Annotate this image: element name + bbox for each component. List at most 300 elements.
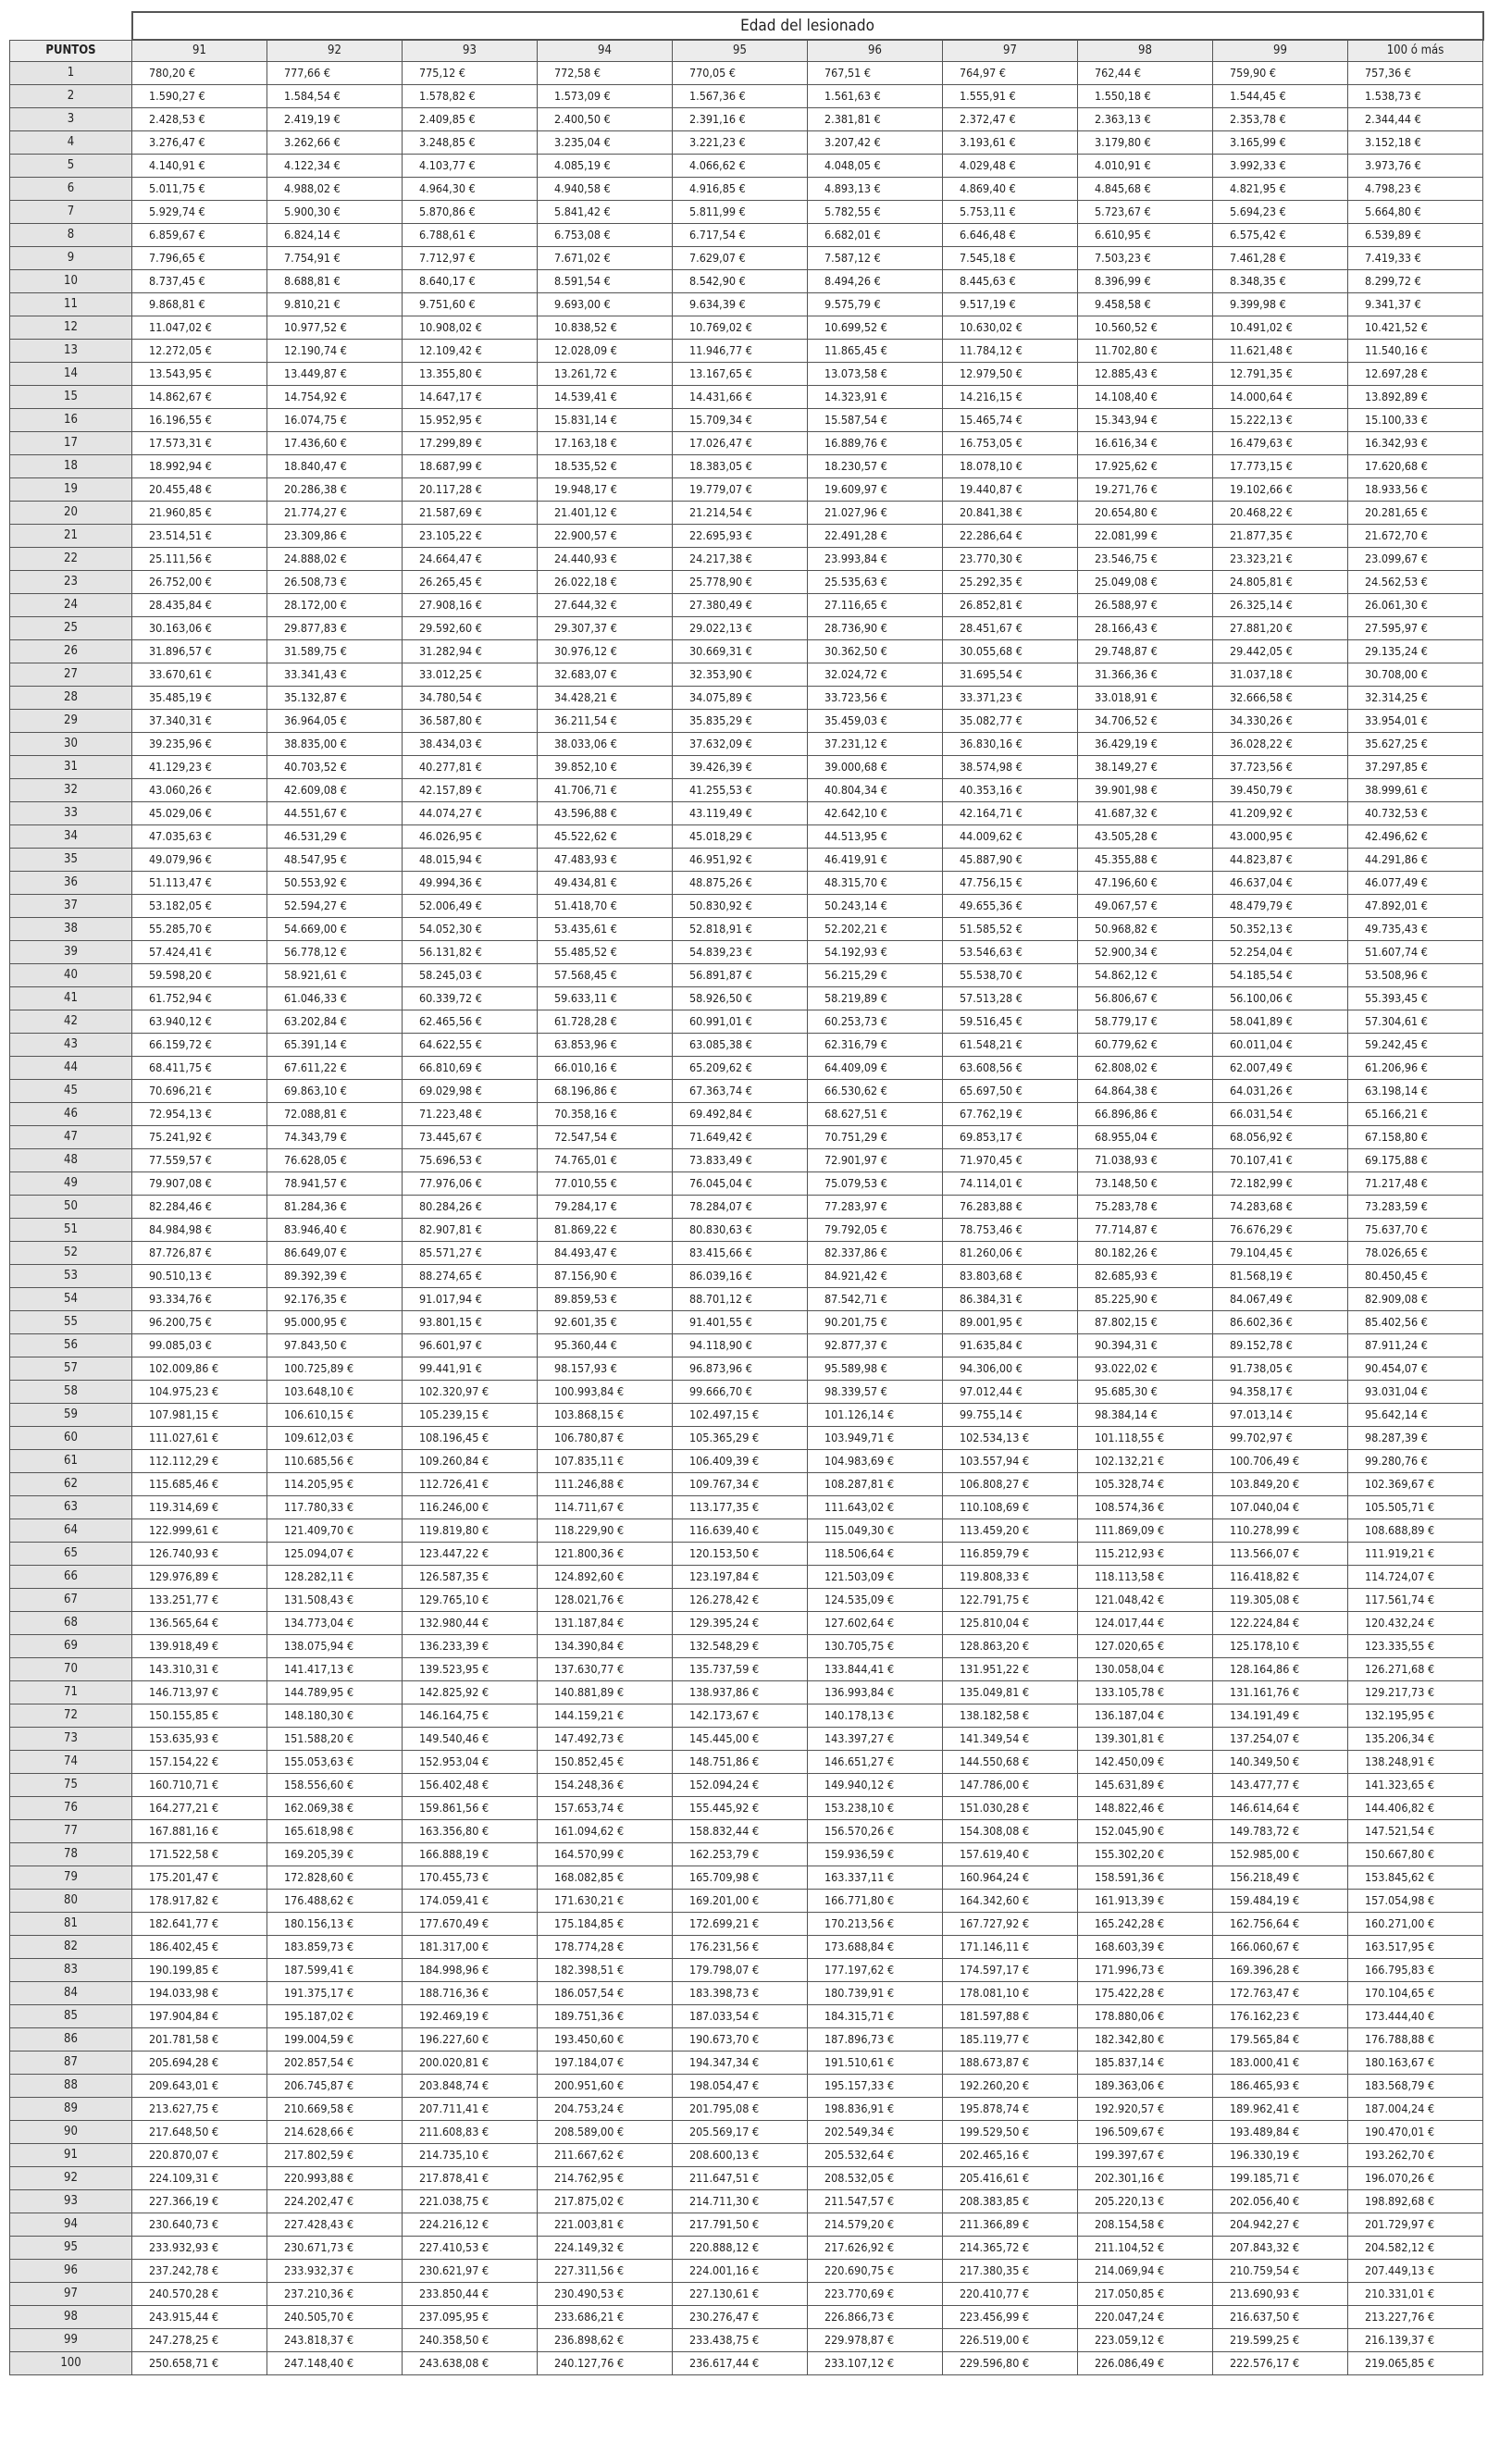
amount-cell: 62.465,56 € [403, 1010, 538, 1034]
amount-cell: 167.727,92 € [943, 1913, 1078, 1936]
amount-cell: 73.148,50 € [1078, 1172, 1213, 1196]
amount-cell: 83.946,40 € [267, 1219, 403, 1242]
amount-cell: 82.907,81 € [403, 1219, 538, 1242]
amount-cell: 134.191,49 € [1213, 1704, 1348, 1728]
points-cell: 85 [10, 2005, 132, 2028]
table-row [10, 340, 1483, 363]
amount-cell: 90.510,13 € [132, 1265, 267, 1288]
amount-cell: 65.209,62 € [673, 1057, 808, 1080]
amount-cell: 135.737,59 € [673, 1658, 808, 1681]
amount-cell: 152.953,04 € [403, 1751, 538, 1774]
amount-cell: 240.505,70 € [267, 2306, 403, 2329]
amount-cell: 128.863,20 € [943, 1635, 1078, 1658]
amount-cell: 36.830,16 € [943, 733, 1078, 756]
amount-cell: 67.158,80 € [1348, 1126, 1483, 1149]
amount-cell: 70.358,16 € [538, 1103, 673, 1126]
amount-cell: 41.255,53 € [673, 779, 808, 802]
amount-cell: 131.161,76 € [1213, 1681, 1348, 1704]
table-row [10, 1288, 1483, 1311]
amount-cell: 193.489,84 € [1213, 2121, 1348, 2144]
amount-cell: 51.418,70 € [538, 895, 673, 918]
amount-cell: 136.565,64 € [132, 1612, 267, 1635]
amount-cell: 203.848,74 € [403, 2075, 538, 2098]
amount-cell: 120.153,50 € [673, 1543, 808, 1566]
amount-cell: 182.641,77 € [132, 1913, 267, 1936]
amount-cell: 41.706,71 € [538, 779, 673, 802]
amount-cell: 66.159,72 € [132, 1034, 267, 1057]
amount-cell: 26.265,45 € [403, 571, 538, 594]
amount-cell: 106.409,39 € [673, 1450, 808, 1473]
amount-cell: 12.885,43 € [1078, 363, 1213, 386]
amount-cell: 202.857,54 € [267, 2052, 403, 2075]
amount-cell: 201.729,97 € [1348, 2213, 1483, 2237]
amount-cell: 143.310,31 € [132, 1658, 267, 1681]
table-row [10, 1334, 1483, 1357]
amount-cell: 54.192,93 € [808, 941, 943, 964]
amount-cell: 59.516,45 € [943, 1010, 1078, 1034]
amount-cell: 85.225,90 € [1078, 1288, 1213, 1311]
amount-cell: 73.445,67 € [403, 1126, 538, 1149]
amount-cell: 102.132,21 € [1078, 1450, 1213, 1473]
amount-cell: 6.717,54 € [673, 224, 808, 247]
amount-cell: 229.596,80 € [943, 2352, 1078, 2375]
amount-cell: 92.176,35 € [267, 1288, 403, 1311]
amount-cell: 64.622,55 € [403, 1034, 538, 1057]
amount-cell: 123.335,55 € [1348, 1635, 1483, 1658]
amount-cell: 205.416,61 € [943, 2167, 1078, 2190]
amount-cell: 97.843,50 € [267, 1334, 403, 1357]
amount-cell: 54.669,00 € [267, 918, 403, 941]
amount-cell: 87.911,24 € [1348, 1334, 1483, 1357]
amount-cell: 20.117,28 € [403, 478, 538, 502]
amount-cell: 204.582,12 € [1348, 2237, 1483, 2260]
amount-cell: 237.242,78 € [132, 2260, 267, 2283]
amount-cell: 32.314,25 € [1348, 687, 1483, 710]
points-cell: 98 [10, 2306, 132, 2329]
amount-cell: 56.100,06 € [1213, 987, 1348, 1010]
amount-cell: 75.283,78 € [1078, 1196, 1213, 1219]
table-row [10, 1519, 1483, 1543]
amount-cell: 207.843,32 € [1213, 2237, 1348, 2260]
amount-cell: 158.591,36 € [1078, 1866, 1213, 1890]
amount-cell: 185.837,14 € [1078, 2052, 1213, 2075]
amount-cell: 20.455,48 € [132, 478, 267, 502]
amount-cell: 10.560,52 € [1078, 316, 1213, 340]
amount-cell: 3.973,76 € [1348, 155, 1483, 178]
amount-cell: 197.184,07 € [538, 2052, 673, 2075]
amount-cell: 211.104,52 € [1078, 2237, 1213, 2260]
amount-cell: 110.685,56 € [267, 1450, 403, 1473]
amount-cell: 74.765,01 € [538, 1149, 673, 1172]
amount-cell: 81.869,22 € [538, 1219, 673, 1242]
amount-cell: 10.977,52 € [267, 316, 403, 340]
amount-cell: 57.424,41 € [132, 941, 267, 964]
amount-cell: 126.740,93 € [132, 1543, 267, 1566]
amount-cell: 131.951,22 € [943, 1658, 1078, 1681]
amount-cell: 137.254,07 € [1213, 1728, 1348, 1751]
amount-cell: 111.869,09 € [1078, 1519, 1213, 1543]
amount-cell: 176.488,62 € [267, 1890, 403, 1913]
amount-cell: 26.508,73 € [267, 571, 403, 594]
table-row [10, 1219, 1483, 1242]
amount-cell: 47.196,60 € [1078, 872, 1213, 895]
amount-cell: 3.207,42 € [808, 131, 943, 155]
amount-cell: 24.440,93 € [538, 548, 673, 571]
amount-cell: 124.017,44 € [1078, 1612, 1213, 1635]
amount-cell: 95.589,98 € [808, 1357, 943, 1381]
amount-cell: 103.949,71 € [808, 1427, 943, 1450]
amount-cell: 28.736,90 € [808, 617, 943, 640]
amount-cell: 182.398,51 € [538, 1959, 673, 1982]
amount-cell: 56.131,82 € [403, 941, 538, 964]
amount-cell: 17.773,15 € [1213, 455, 1348, 478]
amount-cell: 40.732,53 € [1348, 802, 1483, 825]
points-cell: 18 [10, 455, 132, 478]
amount-cell: 221.038,75 € [403, 2190, 538, 2213]
amount-cell: 240.570,28 € [132, 2283, 267, 2306]
amount-cell: 3.179,80 € [1078, 131, 1213, 155]
points-cell: 20 [10, 502, 132, 525]
amount-cell: 196.070,26 € [1348, 2167, 1483, 2190]
table-row [10, 1057, 1483, 1080]
amount-cell: 79.284,17 € [538, 1196, 673, 1219]
amount-cell: 217.875,02 € [538, 2190, 673, 2213]
amount-cell: 42.642,10 € [808, 802, 943, 825]
amount-cell: 10.491,02 € [1213, 316, 1348, 340]
amount-cell: 5.811,99 € [673, 201, 808, 224]
amount-cell: 157.653,74 € [538, 1797, 673, 1820]
amount-cell: 164.277,21 € [132, 1797, 267, 1820]
amount-cell: 99.666,70 € [673, 1381, 808, 1404]
amount-cell: 39.426,39 € [673, 756, 808, 779]
amount-cell: 72.182,99 € [1213, 1172, 1348, 1196]
amount-cell: 17.436,60 € [267, 432, 403, 455]
table-row [10, 478, 1483, 502]
amount-cell: 147.492,73 € [538, 1728, 673, 1751]
amount-cell: 172.699,21 € [673, 1913, 808, 1936]
amount-cell: 5.900,30 € [267, 201, 403, 224]
amount-cell: 61.206,96 € [1348, 1057, 1483, 1080]
amount-cell: 7.629,07 € [673, 247, 808, 270]
amount-cell: 6.682,01 € [808, 224, 943, 247]
amount-cell: 2.391,16 € [673, 108, 808, 131]
amount-cell: 36.964,05 € [267, 710, 403, 733]
amount-cell: 21.214,54 € [673, 502, 808, 525]
amount-cell: 157.054,98 € [1348, 1890, 1483, 1913]
amount-cell: 7.503,23 € [1078, 247, 1213, 270]
amount-cell: 96.873,96 € [673, 1357, 808, 1381]
amount-cell: 17.573,31 € [132, 432, 267, 455]
amount-cell: 169.201,00 € [673, 1890, 808, 1913]
amount-cell: 4.085,19 € [538, 155, 673, 178]
amount-cell: 15.831,14 € [538, 409, 673, 432]
amount-cell: 19.271,76 € [1078, 478, 1213, 502]
amount-cell: 59.598,20 € [132, 964, 267, 987]
amount-cell: 9.868,81 € [132, 293, 267, 316]
amount-cell: 243.638,08 € [403, 2352, 538, 2375]
amount-cell: 3.221,23 € [673, 131, 808, 155]
table-row [10, 1357, 1483, 1381]
amount-cell: 43.060,26 € [132, 779, 267, 802]
table-row [10, 1080, 1483, 1103]
points-cell: 8 [10, 224, 132, 247]
amount-cell: 34.330,26 € [1213, 710, 1348, 733]
amount-cell: 14.539,41 € [538, 386, 673, 409]
amount-cell: 23.309,86 € [267, 525, 403, 548]
amount-cell: 16.074,75 € [267, 409, 403, 432]
points-cell: 9 [10, 247, 132, 270]
amount-cell: 45.018,29 € [673, 825, 808, 849]
amount-cell: 243.818,37 € [267, 2329, 403, 2352]
amount-cell: 115.212,93 € [1078, 1543, 1213, 1566]
points-cell: 37 [10, 895, 132, 918]
amount-cell: 53.546,63 € [943, 941, 1078, 964]
table-row [10, 1774, 1483, 1797]
amount-cell: 68.955,04 € [1078, 1126, 1213, 1149]
amount-cell: 4.893,13 € [808, 178, 943, 201]
amount-cell: 173.688,84 € [808, 1936, 943, 1959]
amount-cell: 121.048,42 € [1078, 1589, 1213, 1612]
amount-cell: 132.548,29 € [673, 1635, 808, 1658]
points-cell: 46 [10, 1103, 132, 1126]
amount-cell: 75.637,70 € [1348, 1219, 1483, 1242]
amount-cell: 22.286,64 € [943, 525, 1078, 548]
points-cell: 47 [10, 1126, 132, 1149]
amount-cell: 757,36 € [1348, 62, 1483, 85]
amount-cell: 193.450,60 € [538, 2028, 673, 2052]
amount-cell: 211.667,62 € [538, 2144, 673, 2167]
amount-cell: 198.836,91 € [808, 2098, 943, 2121]
amount-cell: 37.723,56 € [1213, 756, 1348, 779]
amount-cell: 193.262,70 € [1348, 2144, 1483, 2167]
amount-cell: 9.634,39 € [673, 293, 808, 316]
amount-cell: 49.994,36 € [403, 872, 538, 895]
amount-cell: 23.099,67 € [1348, 548, 1483, 571]
amount-cell: 21.027,96 € [808, 502, 943, 525]
amount-cell: 77.976,06 € [403, 1172, 538, 1196]
amount-cell: 141.323,65 € [1348, 1774, 1483, 1797]
amount-cell: 99.702,97 € [1213, 1427, 1348, 1450]
amount-cell: 47.892,01 € [1348, 895, 1483, 918]
amount-cell: 217.878,41 € [403, 2167, 538, 2190]
table-row [10, 2306, 1483, 2329]
amount-cell: 29.877,83 € [267, 617, 403, 640]
points-cell: 66 [10, 1566, 132, 1589]
amount-cell: 21.401,12 € [538, 502, 673, 525]
amount-cell: 198.054,47 € [673, 2075, 808, 2098]
amount-cell: 55.538,70 € [943, 964, 1078, 987]
amount-cell: 49.067,57 € [1078, 895, 1213, 918]
table-row [10, 1843, 1483, 1866]
age-column-header: 100 ó más [1348, 40, 1483, 62]
amount-cell: 6.539,89 € [1348, 224, 1483, 247]
points-cell: 36 [10, 872, 132, 895]
amount-cell: 220.047,24 € [1078, 2306, 1213, 2329]
amount-cell: 17.026,47 € [673, 432, 808, 455]
amount-cell: 195.878,74 € [943, 2098, 1078, 2121]
amount-cell: 133.844,41 € [808, 1658, 943, 1681]
amount-cell: 55.485,52 € [538, 941, 673, 964]
amount-cell: 170.213,56 € [808, 1913, 943, 1936]
table-row [10, 2213, 1483, 2237]
amount-cell: 44.074,27 € [403, 802, 538, 825]
amount-cell: 154.248,36 € [538, 1774, 673, 1797]
table-row [10, 1728, 1483, 1751]
amount-cell: 199.185,71 € [1213, 2167, 1348, 2190]
amount-cell: 161.094,62 € [538, 1820, 673, 1843]
amount-cell: 138.075,94 € [267, 1635, 403, 1658]
amount-cell: 58.219,89 € [808, 987, 943, 1010]
amount-cell: 1.567,36 € [673, 85, 808, 108]
amount-cell: 116.639,40 € [673, 1519, 808, 1543]
table-row [10, 1149, 1483, 1172]
amount-cell: 168.603,39 € [1078, 1936, 1213, 1959]
points-cell: 58 [10, 1381, 132, 1404]
amount-cell: 16.479,63 € [1213, 432, 1348, 455]
header-row [10, 40, 1483, 62]
amount-cell: 13.355,80 € [403, 363, 538, 386]
amount-cell: 114.205,95 € [267, 1473, 403, 1496]
table-row [10, 2028, 1483, 2052]
table-row [10, 895, 1483, 918]
amount-cell: 14.323,91 € [808, 386, 943, 409]
amount-cell: 128.021,76 € [538, 1589, 673, 1612]
amount-cell: 223.770,69 € [808, 2283, 943, 2306]
amount-cell: 9.458,58 € [1078, 293, 1213, 316]
amount-cell: 64.409,09 € [808, 1057, 943, 1080]
amount-cell: 128.164,86 € [1213, 1658, 1348, 1681]
amount-cell: 11.946,77 € [673, 340, 808, 363]
amount-cell: 14.862,67 € [132, 386, 267, 409]
amount-cell: 77.559,57 € [132, 1149, 267, 1172]
amount-cell: 217.626,92 € [808, 2237, 943, 2260]
amount-cell: 30.708,00 € [1348, 663, 1483, 687]
amount-cell: 233.107,12 € [808, 2352, 943, 2375]
compensation-table [9, 11, 1484, 2375]
amount-cell: 39.852,10 € [538, 756, 673, 779]
amount-cell: 82.337,86 € [808, 1242, 943, 1265]
amount-cell: 48.547,95 € [267, 849, 403, 872]
table-row [10, 62, 1483, 85]
table-row [10, 756, 1483, 779]
amount-cell: 124.892,60 € [538, 1566, 673, 1589]
table-row [10, 1010, 1483, 1034]
amount-cell: 29.442,05 € [1213, 640, 1348, 663]
points-cell: 76 [10, 1797, 132, 1820]
amount-cell: 87.542,71 € [808, 1288, 943, 1311]
amount-cell: 129.976,89 € [132, 1566, 267, 1589]
table-row [10, 640, 1483, 663]
amount-cell: 13.449,87 € [267, 363, 403, 386]
amount-cell: 146.651,27 € [808, 1751, 943, 1774]
amount-cell: 150.667,80 € [1348, 1843, 1483, 1866]
amount-cell: 69.175,88 € [1348, 1149, 1483, 1172]
amount-cell: 27.644,32 € [538, 594, 673, 617]
table-row [10, 1172, 1483, 1196]
amount-cell: 8.542,90 € [673, 270, 808, 293]
amount-cell: 9.399,98 € [1213, 293, 1348, 316]
amount-cell: 146.713,97 € [132, 1681, 267, 1704]
amount-cell: 62.808,02 € [1078, 1057, 1213, 1080]
amount-cell: 30.362,50 € [808, 640, 943, 663]
amount-cell: 20.468,22 € [1213, 502, 1348, 525]
amount-cell: 19.948,17 € [538, 478, 673, 502]
amount-cell: 18.840,47 € [267, 455, 403, 478]
amount-cell: 146.164,75 € [403, 1704, 538, 1728]
amount-cell: 5.753,11 € [943, 201, 1078, 224]
amount-cell: 233.686,21 € [538, 2306, 673, 2329]
amount-cell: 89.152,78 € [1213, 1334, 1348, 1357]
table-row [10, 201, 1483, 224]
table-row [10, 571, 1483, 594]
amount-cell: 9.517,19 € [943, 293, 1078, 316]
amount-cell: 50.830,92 € [673, 895, 808, 918]
amount-cell: 148.180,30 € [267, 1704, 403, 1728]
amount-cell: 52.254,04 € [1213, 941, 1348, 964]
points-cell: 33 [10, 802, 132, 825]
amount-cell: 211.647,51 € [673, 2167, 808, 2190]
amount-cell: 52.900,34 € [1078, 941, 1213, 964]
amount-cell: 7.796,65 € [132, 247, 267, 270]
table-row [10, 386, 1483, 409]
amount-cell: 213.627,75 € [132, 2098, 267, 2121]
amount-cell: 36.587,80 € [403, 710, 538, 733]
points-cell: 13 [10, 340, 132, 363]
amount-cell: 5.841,42 € [538, 201, 673, 224]
amount-cell: 145.631,89 € [1078, 1774, 1213, 1797]
amount-cell: 27.595,97 € [1348, 617, 1483, 640]
amount-cell: 125.094,07 € [267, 1543, 403, 1566]
amount-cell: 38.999,61 € [1348, 779, 1483, 802]
amount-cell: 217.648,50 € [132, 2121, 267, 2144]
points-cell: 91 [10, 2144, 132, 2167]
amount-cell: 190.673,70 € [673, 2028, 808, 2052]
amount-cell: 95.642,14 € [1348, 1404, 1483, 1427]
amount-cell: 214.628,66 € [267, 2121, 403, 2144]
amount-cell: 170.104,65 € [1348, 1982, 1483, 2005]
table-row [10, 1450, 1483, 1473]
amount-cell: 772,58 € [538, 62, 673, 85]
amount-cell: 3.276,47 € [132, 131, 267, 155]
amount-cell: 162.253,79 € [673, 1843, 808, 1866]
amount-cell: 102.009,86 € [132, 1357, 267, 1381]
amount-cell: 52.594,27 € [267, 895, 403, 918]
amount-cell: 45.029,06 € [132, 802, 267, 825]
amount-cell: 153.635,93 € [132, 1728, 267, 1751]
amount-cell: 114.711,67 € [538, 1496, 673, 1519]
amount-cell: 76.676,29 € [1213, 1219, 1348, 1242]
amount-cell: 21.774,27 € [267, 502, 403, 525]
amount-cell: 151.030,28 € [943, 1797, 1078, 1820]
points-cell: 77 [10, 1820, 132, 1843]
amount-cell: 60.991,01 € [673, 1010, 808, 1034]
amount-cell: 155.445,92 € [673, 1797, 808, 1820]
amount-cell: 142.450,09 € [1078, 1751, 1213, 1774]
amount-cell: 208.532,05 € [808, 2167, 943, 2190]
amount-cell: 41.687,32 € [1078, 802, 1213, 825]
amount-cell: 35.835,29 € [673, 710, 808, 733]
amount-cell: 8.396,99 € [1078, 270, 1213, 293]
amount-cell: 214.069,94 € [1078, 2260, 1213, 2283]
amount-cell: 2.400,50 € [538, 108, 673, 131]
amount-cell: 33.954,01 € [1348, 710, 1483, 733]
amount-cell: 68.627,51 € [808, 1103, 943, 1126]
points-cell: 87 [10, 2052, 132, 2075]
amount-cell: 77.283,97 € [808, 1196, 943, 1219]
amount-cell: 759,90 € [1213, 62, 1348, 85]
age-column-header: 96 [808, 40, 943, 62]
amount-cell: 204.753,24 € [538, 2098, 673, 2121]
